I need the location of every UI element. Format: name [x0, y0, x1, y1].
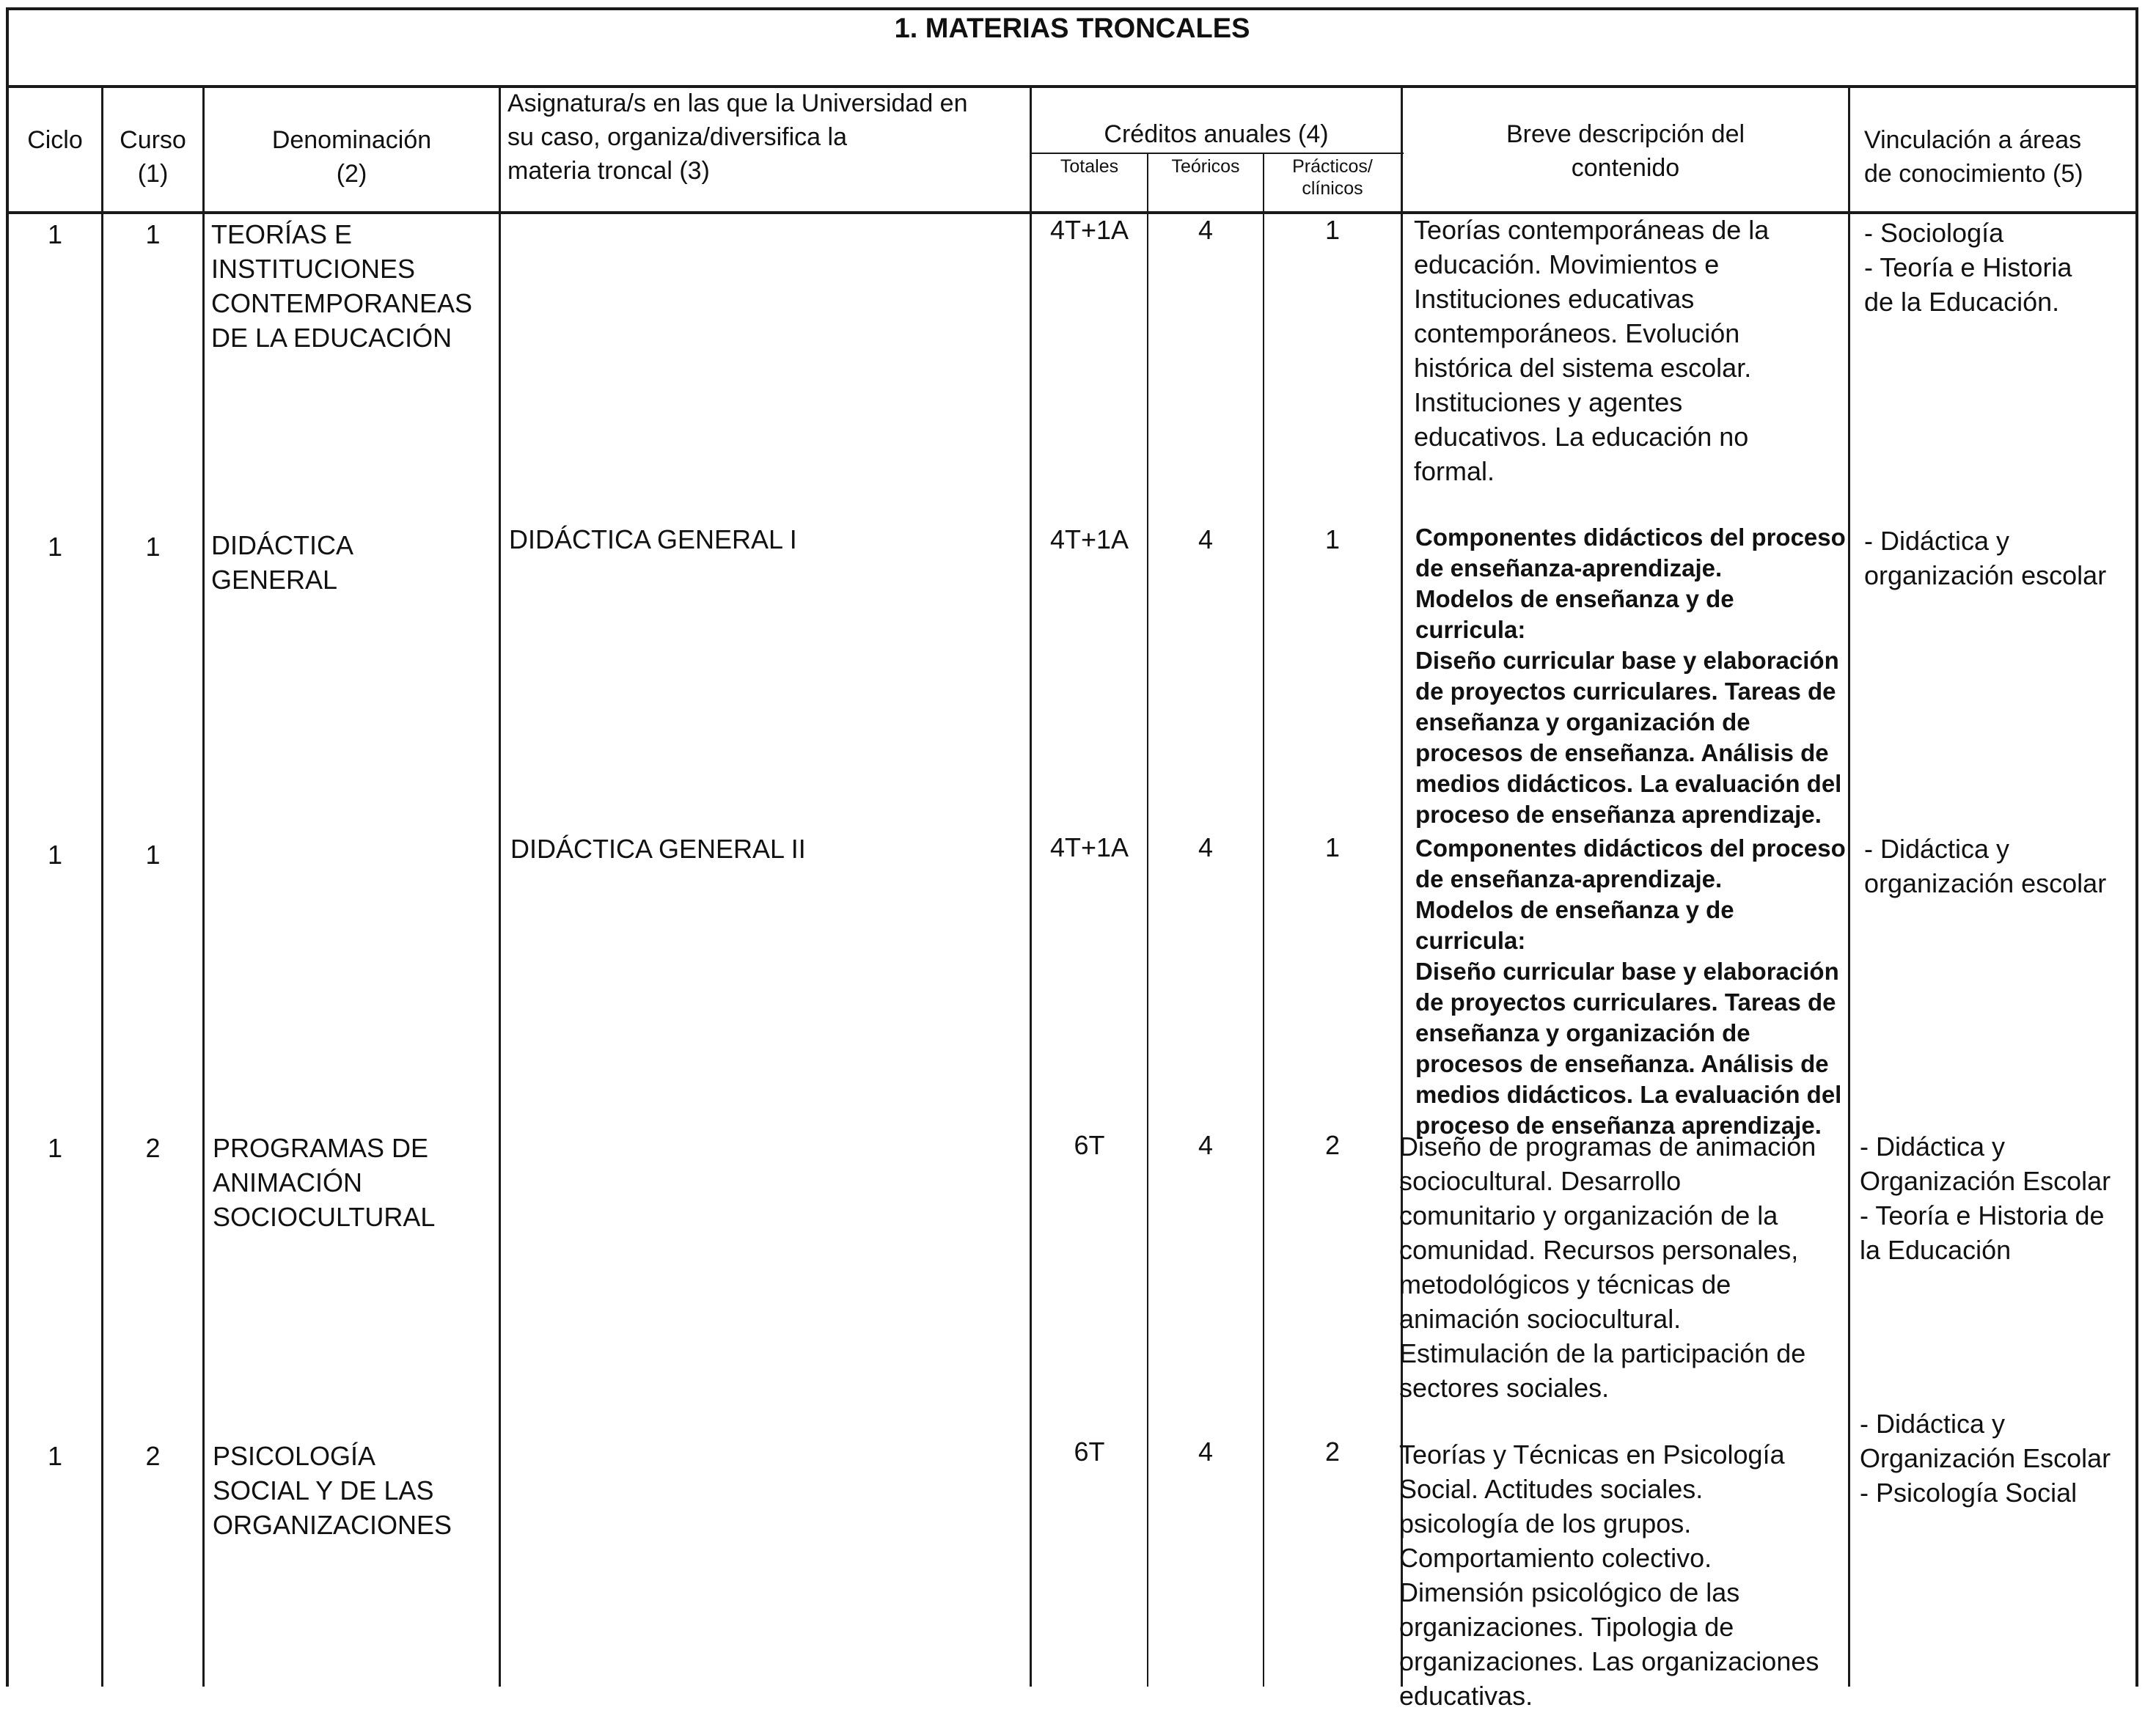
- row4-ciclo: 1: [47, 1133, 63, 1163]
- row5-curso: 2: [145, 1441, 161, 1471]
- row2-totales: 4T+1A: [1049, 524, 1129, 554]
- header-descripcion: Breve descripción del contenido: [1506, 120, 1745, 182]
- row2-denominacion: DIDÁCTICA GENERAL: [211, 530, 354, 595]
- row5-ciclo: 1: [47, 1441, 63, 1471]
- row1-teoricos: 4: [1198, 215, 1214, 245]
- row5-vinculacion: - Didáctica y Organización Escolar - Psicología Social: [1860, 1409, 2111, 1508]
- row3-teoricos: 4: [1198, 832, 1214, 862]
- row1-practicos: 1: [1324, 215, 1341, 245]
- row2-practicos: 1: [1324, 524, 1341, 554]
- row1-descripcion: Teorías contemporáneas de la educación. Movimientos e Instituciones educativas contemporáneos. Evolución histórica del sistema escolar. Instituciones y agentes educativos. La educación no formal.: [1414, 215, 1770, 486]
- row3-asignatura: DIDÁCTICA GENERAL II: [510, 834, 806, 864]
- row5-practicos: 2: [1324, 1437, 1341, 1467]
- row4-vinculacion: - Didáctica y Organización Escolar - Teoría e Historia de la Educación: [1860, 1131, 2111, 1265]
- row2-ciclo: 1: [47, 532, 63, 562]
- header-vinculacion: Vinculación a áreas de conocimiento (5): [1864, 126, 2083, 188]
- row4-teoricos: 4: [1198, 1130, 1214, 1160]
- row3-practicos: 1: [1324, 832, 1341, 862]
- row4-practicos: 2: [1324, 1130, 1341, 1160]
- row2-descripcion: Componentes didácticos del proceso de enseñanza-aprendizaje. Modelos de enseñanza y de curricula: Diseño curricular base y elaboración de proyectos curriculares. Tareas de enseñanza y organización de procesos de enseñanza. Análisis de medios didácticos. La evaluación del proceso de enseñanza aprendizaje.: [1415, 524, 1846, 828]
- frame-right-line: [2135, 7, 2138, 1687]
- header-denominacion: Denominación (2): [271, 126, 432, 188]
- row2-curso: 1: [145, 532, 161, 562]
- credits-header-divider: [1030, 153, 1404, 154]
- header-creditos: Créditos anuales (4): [1104, 120, 1329, 148]
- row1-totales: 4T+1A: [1049, 215, 1129, 245]
- row4-curso: 2: [145, 1133, 161, 1163]
- row1-denominacion: TEORÍAS E INSTITUCIONES CONTEMPORANEAS DE LA EDUCACIÓN: [211, 219, 473, 353]
- header-ciclo: Ciclo: [27, 126, 83, 154]
- row4-descripcion: Diseño de programas de animación sociocultural. Desarrollo comunitario y organización de la comunidad. Recursos personales, metodológicos y técnicas de animación sociocultural. Estimulación de la participación de sectores sociales.: [1399, 1131, 1816, 1403]
- row4-totales: 6T: [1074, 1130, 1105, 1160]
- header-asignaturas: Asignatura/s en las que la Universidad en su caso, organiza/diversifica la materia troncal (3): [507, 89, 968, 185]
- header-curso: Curso (1): [120, 126, 186, 188]
- row4-denominacion: PROGRAMAS DE ANIMACIÓN SOCIOCULTURAL: [213, 1133, 436, 1232]
- row2-teoricos: 4: [1198, 524, 1214, 554]
- col-line-3: [499, 87, 501, 1687]
- page-title: 1. MATERIAS TRONCALES: [894, 13, 1250, 44]
- row3-vinculacion: - Didáctica y organización escolar: [1864, 834, 2107, 898]
- header-teoricos: Teóricos: [1171, 156, 1240, 177]
- col-line-2: [202, 87, 205, 1687]
- row1-curso: 1: [145, 219, 161, 249]
- title-bottom-line: [6, 85, 2138, 88]
- row5-teoricos: 4: [1198, 1437, 1214, 1467]
- row3-descripcion: Componentes didácticos del proceso de enseñanza-aprendizaje. Modelos de enseñanza y de curricula: Diseño curricular base y elaboración de proyectos curriculares. Tareas de enseñanza y organización de procesos de enseñanza. Análisis de medios didácticos. La evaluación del proceso de enseñanza aprendizaje.: [1415, 835, 1846, 1139]
- row1-ciclo: 1: [47, 219, 63, 249]
- row5-denominacion: PSICOLOGÍA SOCIAL Y DE LAS ORGANIZACIONES: [213, 1441, 452, 1540]
- row3-curso: 1: [145, 840, 161, 870]
- row5-totales: 6T: [1074, 1437, 1105, 1467]
- row2-asignatura: DIDÁCTICA GENERAL I: [509, 524, 797, 554]
- row3-ciclo: 1: [47, 840, 63, 870]
- row3-totales: 4T+1A: [1049, 832, 1129, 862]
- header-totales: Totales: [1060, 156, 1119, 177]
- row5-descripcion: Teorías y Técnicas en Psicología Social. Actitudes sociales. psicología de los grupos. Comportamiento colectivo. Dimensión psicológico de las organizaciones. Tipologia de organizaciones. Las organizaciones educativas.: [1399, 1439, 1819, 1711]
- row2-vinculacion: - Didáctica y organización escolar: [1864, 526, 2107, 590]
- header-practicos: Prácticos/ clínicos: [1292, 156, 1373, 199]
- row1-vinculacion: - Sociología - Teoría e Historia de la Educación.: [1864, 218, 2072, 317]
- col-line-8: [1848, 87, 1850, 1687]
